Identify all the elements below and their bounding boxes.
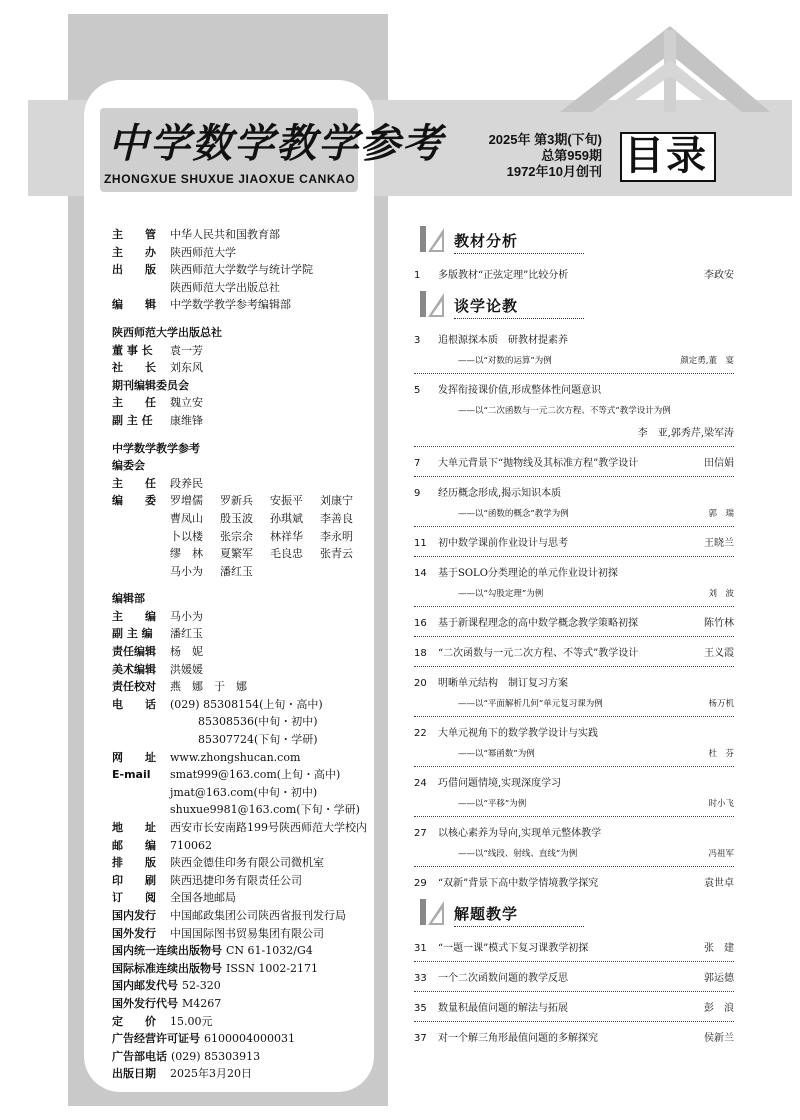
colophon-value: 6100004000031 [204,1032,295,1046]
toc-article-title: 以核心素养为导向,实现单元整体教学 [438,828,602,839]
toc-subtitle: ——以“二次函数与一元二次方程、不等式”教学设计为例 [458,406,671,416]
entry-separator [414,816,734,817]
journal-logo: 中学数学教学参考 [108,120,444,167]
colophon-label: 主 办 [112,245,156,259]
entry-separator [414,476,734,477]
colophon-value: 段养民 [170,476,203,490]
colophon-row [112,244,382,262]
colophon-label: 编 委 [112,494,156,508]
toc-page-number: 37 [414,1033,427,1044]
colophon-value: (029) 85303913 [171,1049,261,1063]
colophon-value: 陕西金德佳印务有限公司微机室 [170,856,324,870]
colophon-label: 广告经营许可证号 [112,1032,200,1046]
colophon-value: CN 61-1032/G4 [226,944,313,958]
toc-author: 郭运德 [704,973,734,984]
toc-author: 王晓兰 [704,538,734,549]
section-logo-icon [418,289,446,319]
colophon-row [112,942,382,960]
colophon-value: 陕西师范大学数学与统计学院 [170,263,313,277]
toc-author [672,404,734,416]
colophon-label: 编 辑 [112,298,156,312]
toc-subtitle: ——以“幂函数”为例 [458,749,535,759]
toc-article-title: 对一个解三角形最值问题的多解探究 [438,1033,598,1044]
colophon-label: 地 址 [112,821,156,834]
board-member: 孙琪斌 [270,511,303,525]
phone-extra: 85307724(下旬・学研) [170,733,318,747]
entry-separator [414,666,734,667]
colophon-label: 国外发行代号 [112,996,178,1010]
toc-entry-row [414,720,734,743]
board-members-row [112,492,382,580]
toc-page-number: 5 [414,385,421,396]
toc-subtitle-row [414,693,734,713]
toc-entry [414,480,734,523]
colophon-row [112,925,382,943]
toc-subtitle: ——以“平面解析几何”单元复习课为例 [458,699,603,709]
colophon-label: 邮 编 [112,838,156,852]
toc-entry [414,935,734,958]
colophon-row [112,872,382,890]
colophon-row [112,819,382,837]
colophon-value: www.zhongshucan.com [170,750,301,764]
toc-entry-row [414,870,734,893]
colophon-value: 马小为 [170,609,203,623]
toc-entry [414,262,734,285]
entry-separator [414,866,734,867]
colophon-value: 潘红玉 [170,627,203,641]
toc-subtitle: ——以“线段、射线、直线”为例 [458,849,578,859]
toc-page-number: 9 [414,488,421,499]
toc-article-title: 明晰单元结构 制订复习方案 [438,678,568,689]
colophon-row [112,907,382,925]
colophon-row [112,394,382,412]
toc-author: 袁世卓 [704,878,734,889]
toc-author: 侯新兰 [704,1033,734,1044]
colophon-value: 中华人民共和国教育部 [170,228,280,241]
colophon-value: 2025年3月20日 [170,1067,252,1081]
toc-page-number: 24 [414,778,427,789]
entry-separator [414,961,734,962]
colophon-label: E-mail [112,768,151,782]
toc-page-number: 3 [414,335,421,346]
colophon-label [112,279,170,297]
toc-entry-row [414,1025,734,1048]
phone-row [112,696,382,714]
colophon-value: 洪媛媛 [170,662,203,676]
colophon-label: 副 主 编 [112,627,153,641]
toc-entry-row [414,640,734,663]
toc-entry-row [414,965,734,988]
toc-entry [414,820,734,863]
toc-entry-row [414,262,734,285]
colophon-label: 美术编辑 [112,662,156,676]
toc-subtitle-row [414,743,734,763]
roof-truss-decoration [560,20,770,112]
colophon-value: 全国各地邮局 [170,891,236,905]
entry-separator [414,991,734,992]
colophon-label: 印 刷 [112,873,156,887]
colophon-label: 出版日期 [112,1067,156,1081]
toc-entry [414,670,734,713]
toc-article-title: 大单元背景下“抛物线及其标准方程”教学设计 [438,458,639,469]
toc-entry [414,450,734,473]
board-member: 毛良忠 [270,547,303,561]
toc-article-title: 大单元视角下的数学教学设计与实践 [438,728,598,739]
founded-date: 1972年10月创刊 [506,164,602,179]
toc-entry-row [414,670,734,693]
colophon-row [112,359,382,377]
entry-separator [414,766,734,767]
board-heading: 中学数学教学参考 [112,441,200,455]
toc-page-number: 14 [414,568,427,579]
toc-entry-row [414,327,734,350]
toc-article-title: 经历概念形成,揭示知识本质 [438,488,562,499]
toc-page-number: 18 [414,648,427,659]
colophon-value: 陕西师范大学出版总社 [170,280,280,294]
toc-author: 刘 波 [708,589,734,599]
colophon-row [112,643,382,661]
toc-article-title: 基于SOLO分类理论的单元作业设计初探 [438,568,618,579]
toc-section-header [414,224,734,256]
email-row [112,766,382,784]
toc-title: 目录 [624,133,708,179]
toc-page-number: 22 [414,728,427,739]
board-member: 罗新兵 [220,494,253,508]
colophon-row [112,837,382,855]
board-member: 夏繁军 [220,547,253,561]
toc-page-number: 31 [414,943,427,954]
toc-subtitle: ——以“对数的运算”为例 [458,356,552,366]
toc-author: 郭 瑞 [708,509,734,519]
section-rule [454,253,584,254]
toc-article-title: 追根源探本质 研教材提素养 [438,335,568,346]
toc-author: 李政安 [704,270,734,281]
toc-entry-row [414,610,734,633]
board-member: 曹凤山 [170,511,203,525]
colophon-row [112,1013,382,1031]
toc-page-number: 7 [414,458,421,469]
toc-entry [414,530,734,553]
colophon-row [112,226,382,244]
toc-subtitle-row [414,583,734,603]
toc-author: 王义霞 [704,648,734,659]
toc-entry [414,640,734,663]
toc-section-header [414,897,734,929]
colophon-label: 广告部电话 [112,1049,167,1063]
colophon-label: 董 事 长 [112,343,153,357]
toc-article-title: “二次函数与一元二次方程、不等式”教学设计 [438,648,639,659]
toc-author: 杜 芬 [708,749,734,759]
toc-page-number: 1 [414,270,421,281]
colophon-row [112,661,382,679]
toc-article-title: 巧借问题情境,实现深度学习 [438,778,562,789]
colophon-value: 燕 娜 于 娜 [170,680,247,694]
colophon-value: smat999@163.com(上旬・高中) [170,768,341,782]
toc-entry [414,995,734,1018]
toc-subtitle-row [414,400,734,420]
colophon-row [112,608,382,626]
colophon-row [112,977,382,995]
toc-article-title: “双新”背景下高中数学情境教学探究 [438,878,599,889]
colophon-value: 710062 [170,838,212,852]
colophon-row [112,475,382,493]
colophon-value: 刘东风 [170,361,203,375]
toc-entry [414,720,734,763]
toc-subtitle-row [414,350,734,370]
toc-entry [414,1025,734,1048]
issue-number: 2025年 第3期(下旬) [488,132,602,147]
toc-section-title: 教材分析 [454,232,519,250]
colophon-label: 电 话 [112,697,156,711]
toc-author: 颜定勇,董 宴 [680,356,734,366]
phone-extra: 85308536(中旬・初中) [170,715,318,729]
toc-page-number: 20 [414,678,427,689]
colophon-row [112,625,382,643]
colophon-label: 主 编 [112,609,156,623]
toc-page-number: 35 [414,1003,427,1014]
colophon-row [112,412,382,430]
colophon-row [112,889,382,907]
section-rule [454,926,584,927]
colophon-row [112,261,382,279]
toc-subtitle-row [414,793,734,813]
board-member: 李永明 [320,529,353,543]
toc-article-title: 初中数学课前作业设计与思考 [438,538,568,549]
total-issue: 总第959期 [541,148,602,163]
colophon-row [112,678,382,696]
colophon-label: 主 任 [112,396,156,410]
toc-subtitle-row [414,843,734,863]
board-member: 缪 林 [170,547,203,561]
toc-authors-row [414,420,734,443]
toc-article-title: 数量积最值问题的解法与拓展 [438,1003,568,1014]
entry-separator [414,716,734,717]
toc-entry [414,560,734,603]
colophon-value: M4267 [182,996,222,1010]
toc-entry-row [414,770,734,793]
colophon-label: 国内邮发代号 [112,979,178,993]
toc-page-number: 33 [414,973,427,984]
colophon-row [112,296,382,314]
colophon-label: 主 任 [112,476,156,490]
email-extra: shuxue9981@163.com(下旬・学研) [170,803,360,817]
toc-section-header [414,289,734,321]
toc-author: 田信娟 [704,458,734,469]
toc-author: 李 亚,郭秀芹,梁军涛 [637,428,734,439]
toc-entry-row [414,935,734,958]
toc-entry [414,770,734,813]
board-member: 林祥华 [270,529,303,543]
toc-entry-row [414,377,734,400]
board-member: 刘康宁 [320,494,353,508]
website-row [112,749,382,767]
entry-separator [414,526,734,527]
issue-info [432,132,602,180]
colophon-label: 定 价 [112,1014,156,1028]
board-member: 罗增儒 [170,494,203,508]
colophon-value: 陕西迅捷印务有限责任公司 [170,873,302,887]
entry-separator [414,606,734,607]
entry-separator [414,1021,734,1022]
toc-author: 彭 浪 [704,1003,734,1014]
toc-page-number: 29 [414,878,427,889]
toc-entry-row [414,480,734,503]
board-members [170,492,370,580]
toc-subtitle: ——以“平移”为例 [458,799,527,809]
colophon-row [112,342,382,360]
entry-separator [414,373,734,374]
colophon-value: ISSN 1002-2171 [226,961,319,975]
table-of-contents [414,220,734,1048]
board-member: 潘红玉 [220,564,253,578]
colophon-row [112,995,382,1013]
edit-heading: 编辑部 [112,592,145,606]
toc-entry-row [414,995,734,1018]
colophon-value: 陕西师范大学 [170,245,236,259]
toc-author: 张 建 [704,943,734,954]
toc-article-title: 基于新课程理念的高中数学概念教学策略初探 [438,618,638,629]
toc-author: 杨万机 [708,699,734,709]
colophon-row [112,1030,382,1048]
toc-entry-row [414,530,734,553]
colophon-label: 主 管 [112,228,156,241]
colophon-value: 中国邮政集团公司陕西省报刊发行局 [170,908,346,922]
colophon-row [112,1065,382,1083]
colophon-value: (029) 85308154(上旬・高中) [170,697,323,711]
journal-logo-pinyin: ZHONGXUE SHUXUE JIAOXUE CANKAO [104,172,356,186]
board-member: 马小为 [170,564,203,578]
board-member: 殷玉波 [220,511,253,525]
colophon-label: 排 版 [112,856,156,870]
toc-entry [414,377,734,443]
toc-page-number: 27 [414,828,427,839]
colophon-value: 52-320 [182,979,221,993]
spacer [112,314,382,324]
toc-page-number: 11 [414,538,427,549]
section-rule [454,318,584,319]
spacer [112,430,382,440]
colophon-label: 国外发行 [112,926,156,940]
colophon-value: 西安市长安南路199号陕西师范大学校内 [170,821,367,834]
toc-entry [414,327,734,370]
colophon-label: 责任校对 [112,680,156,694]
toc-entry [414,965,734,988]
toc-entry-row [414,820,734,843]
toc-article-title: 多版教材“正弦定理”比较分析 [438,270,569,281]
colophon-label: 责任编辑 [112,645,156,659]
colophon-label: 出 版 [112,263,156,277]
colophon-value: 袁一芳 [170,343,203,357]
colophon-label: 网 址 [112,750,156,764]
colophon-value: 中国国际图书贸易集团有限公司 [170,926,324,940]
colophon-row [112,960,382,978]
toc-article-title: 发挥衔接课价值,形成整体性问题意识 [438,385,602,396]
colophon-row [112,279,382,297]
toc-subtitle: ——以“函数的概念”教学为例 [458,509,569,519]
colophon-label: 副 主 任 [112,413,153,427]
toc-author: 冯祖军 [708,849,734,859]
toc-article-title: “一题一课”模式下复习课教学初探 [438,943,589,954]
colophon-row [112,1048,382,1066]
board-member: 卜以楼 [170,529,203,543]
colophon-label: 国内统一连续出版物号 [112,944,222,958]
publisher-heading: 陕西师范大学出版总社 [112,325,222,339]
colophon-value: 中学数学教学参考编辑部 [170,298,291,312]
board-member: 安振平 [270,494,303,508]
section-logo-icon [418,897,446,927]
colophon-value: 康维锋 [170,413,203,427]
toc-section-title: 解题教学 [454,905,519,923]
toc-entry [414,870,734,893]
toc-article-title: 一个二次函数问题的教学反思 [438,973,568,984]
colophon [112,226,382,1083]
entry-separator [414,556,734,557]
committee-heading: 期刊编辑委员会 [112,378,189,392]
toc-entry [414,610,734,633]
toc-subtitle: ——以“勾股定理”为例 [458,589,544,599]
board-member: 张宗余 [220,529,253,543]
colophon-label: 国际标准连续出版物号 [112,961,222,975]
email-extra: jmat@163.com(中旬・初中) [170,785,318,799]
colophon-row [112,854,382,872]
entry-separator [414,446,734,447]
spacer [112,580,382,590]
toc-page-number: 16 [414,618,427,629]
board-member: 李善良 [320,511,353,525]
board-heading-2: 编委会 [112,459,145,473]
colophon-value: 杨 妮 [170,645,203,659]
colophon-label: 订 阅 [112,891,156,905]
toc-subtitle-row [414,503,734,523]
toc-author: 陈竹林 [704,618,734,629]
colophon-value: 魏立安 [170,396,203,410]
entry-separator [414,636,734,637]
section-logo-icon [418,224,446,254]
colophon-label: 国内发行 [112,908,156,922]
toc-section-title: 谈学论教 [454,297,519,315]
colophon-value: 15.00元 [170,1014,213,1028]
toc-entry-row [414,450,734,473]
toc-entry-row [414,560,734,583]
board-member: 张青云 [320,547,353,561]
toc-author: 时小飞 [708,799,734,809]
colophon-label: 社 长 [112,361,156,375]
